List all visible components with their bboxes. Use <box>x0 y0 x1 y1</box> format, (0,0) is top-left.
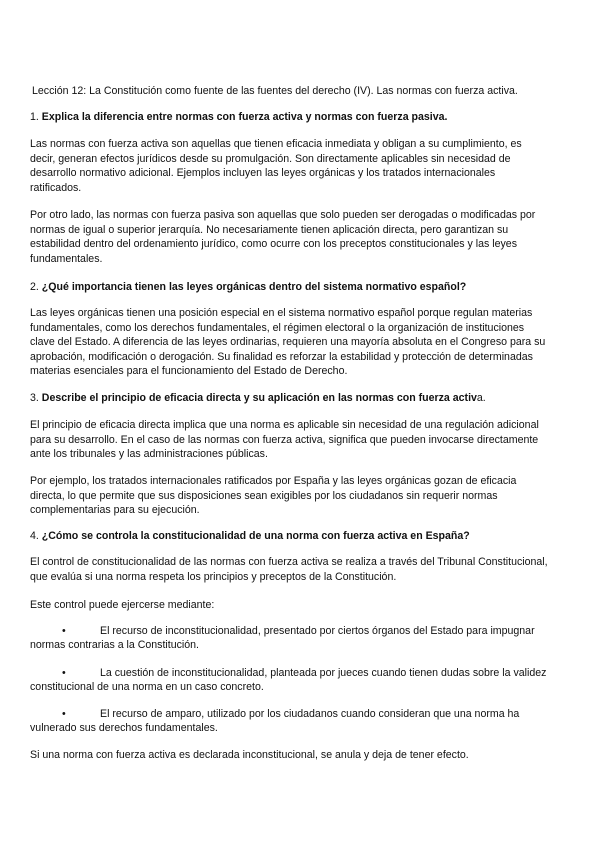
question-4 <box>30 529 470 544</box>
question-1-text: Explica la diferencia entre normas con fuerza activa y normas con fuerza pasiva. <box>41 111 448 123</box>
question-4-text: ¿Cómo se controla la constitucionalidad de una norma con fuerza activa en España? <box>41 530 470 542</box>
answer-3-paragraph-2 <box>30 474 575 518</box>
text-line: directa, lo que permite que sus disposiciones sean exigibles por los ciudadanos sin requerir normas <box>30 489 498 502</box>
text-line: Por otro lado, las normas con fuerza pasiva son aquellas que solo pueden ser derogadas o modificadas por <box>30 209 536 221</box>
text-line: materias esenciales para el funcionamiento del Estado de Derecho. <box>30 365 348 378</box>
question-1 <box>30 110 447 125</box>
answer-1-paragraph-1 <box>30 137 575 195</box>
text-line: para su desarrollo. En el caso de las normas con fuerza activa, significa que pueden invocarse directamente <box>30 433 539 446</box>
answer-1-paragraph-2 <box>30 208 575 266</box>
text-line: decir, generan efectos jurídicos desde su promulgación. Son directamente aplicables sin necesidad de <box>30 152 511 165</box>
text-line: ante los tribunales y las administraciones públicas. <box>30 448 268 461</box>
text-line: normas de igual o superior jerarquía. No necesariamente tienen aplicación directa, pero garantizan su <box>30 223 509 236</box>
bullet-3-line-2: vulnerado sus derechos fundamentales. <box>30 722 218 734</box>
question-3-number: 3. <box>30 392 39 404</box>
text-line: El control de constitucionalidad de las normas con fuerza activa se realiza a través del Tribunal Constitucional, <box>30 556 548 568</box>
closing-paragraph: Si una norma con fuerza activa es declarada inconstitucional, se anula y deja de tener efecto. <box>30 749 469 761</box>
text-line: fundamentales, como los derechos fundamentales, el régimen electoral o la organización de instituciones <box>30 321 525 334</box>
answer-4-paragraph-1 <box>30 555 575 584</box>
text-line: Las leyes orgánicas tienen una posición especial en el sistema normativo español porque regulan materias <box>30 307 533 319</box>
text-line: El principio de eficacia directa implica que una norma es aplicable sin necesidad de una regulación adicional <box>30 419 539 431</box>
bullet-1-line-1: El recurso de inconstitucionalidad, presentado por ciertos órganos del Estado para impugnar <box>100 625 535 637</box>
text-line: estabilidad dentro del ordenamiento jurídico, como ocurre con los preceptos constitucionales y las leyes <box>30 238 517 251</box>
text-line: complementarias para su ejecución. <box>30 504 200 517</box>
question-3-tail: a. <box>476 392 486 404</box>
bullet-2-line-2: constitucional de una norma en un caso concreto. <box>30 681 264 693</box>
question-1-number: 1. <box>30 111 39 123</box>
answer-3-paragraph-1 <box>30 418 575 462</box>
answer-2-paragraph-1 <box>30 306 575 379</box>
text-line: que evalúa si una norma respeta los principios y preceptos de la Constitución. <box>30 570 397 583</box>
question-2-number: 2. <box>30 281 39 293</box>
bullet-1-line-2: normas contrarias a la Constitución. <box>30 639 199 651</box>
bullet-icon: • <box>62 625 66 637</box>
bullet-2-line-1: La cuestión de inconstitucionalidad, planteada por jueces cuando tienen dudas sobre la validez <box>100 667 547 679</box>
question-3 <box>30 391 486 406</box>
bullet-3-line-1: El recurso de amparo, utilizado por los ciudadanos cuando consideran que una norma ha <box>100 708 520 720</box>
text-line: Las normas con fuerza activa son aquellas que tienen eficacia inmediata y obligan a su cumplimiento, es <box>30 138 522 150</box>
bullet-icon: • <box>62 708 66 720</box>
question-3-text: Describe el principio de eficacia directa y su aplicación en las normas con fuerza activ <box>41 392 477 404</box>
text-line: aprobación, modificación o derogación. Su finalidad es reforzar la estabilidad y protección de determinadas <box>30 350 533 363</box>
question-2-text: ¿Qué importancia tienen las leyes orgánicas dentro del sistema normativo español? <box>41 281 467 293</box>
answer-4-paragraph-2: Este control puede ejercerse mediante: <box>30 599 215 611</box>
text-line: desarrollo normativo adicional. Ejemplos incluyen las leyes orgánicas y los tratados internacionales <box>30 167 496 180</box>
text-line: fundamentales. <box>30 252 103 265</box>
lesson-title: Lección 12: La Constitución como fuente de las fuentes del derecho (IV). Las normas con fuerza activa. <box>32 85 518 97</box>
question-2 <box>30 280 466 295</box>
text-line: Por ejemplo, los tratados internacionales ratificados por España y las leyes orgánicas gozan de eficacia <box>30 475 517 487</box>
text-line: clave del Estado. A diferencia de las leyes ordinarias, requieren una mayoría absoluta en el Congreso para su <box>30 336 546 349</box>
question-4-number: 4. <box>30 530 39 542</box>
bullet-icon: • <box>62 667 66 679</box>
text-line: ratificados. <box>30 181 82 194</box>
